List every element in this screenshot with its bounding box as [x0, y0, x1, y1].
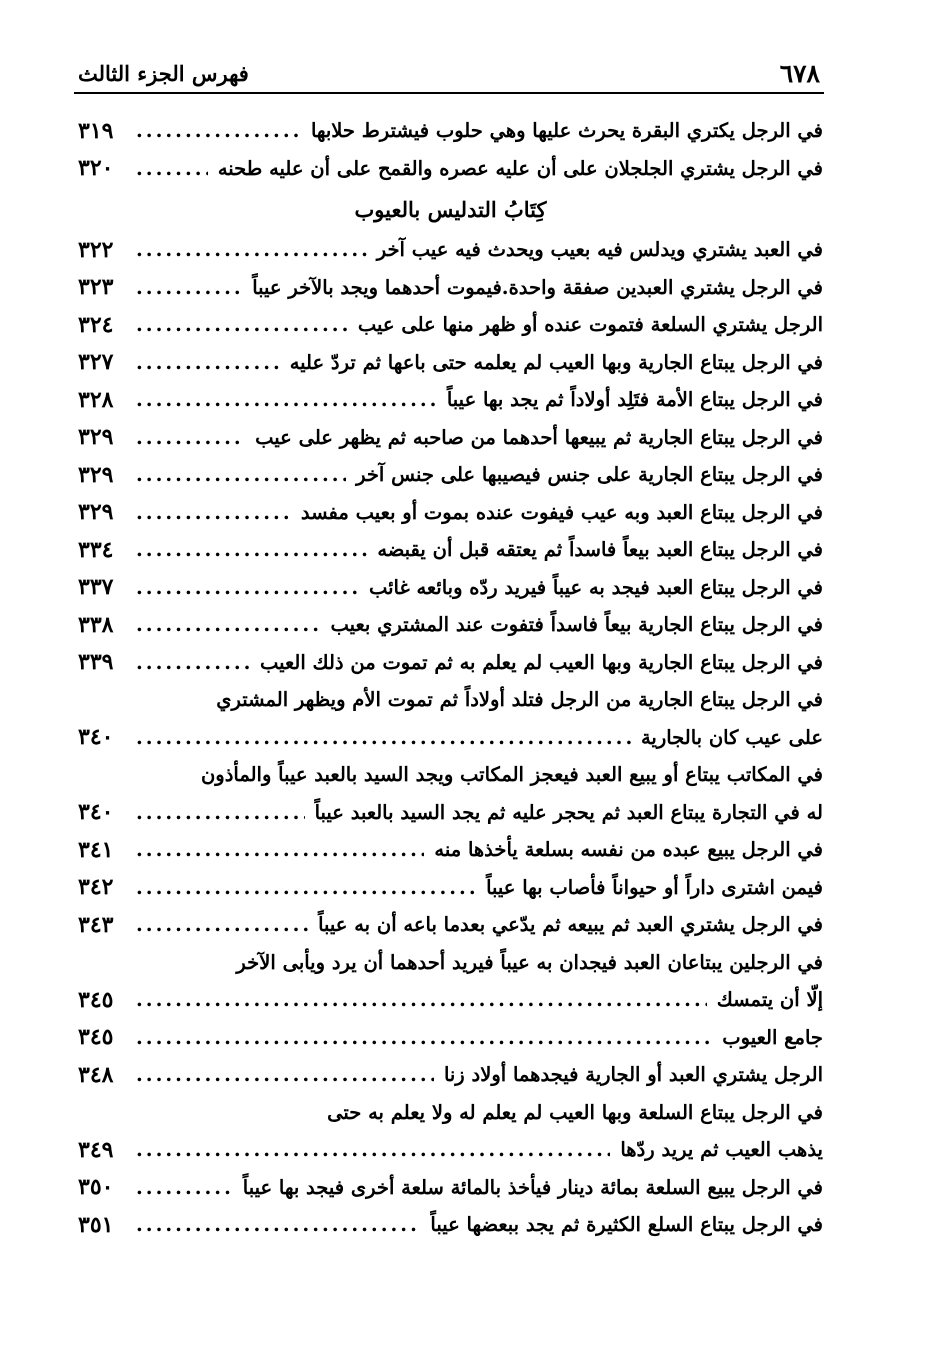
toc-entry-text: في المكاتب يبتاع أو يبيع العبد فيعجز المكاتب ويجد السيد بالعبد عيباً والمأذون: [200, 763, 823, 787]
toc-entry-text: في الرجل يبتاع الجارية من الرجل فتلد أولاداً ثم تموت الأم ويظهر المشتري: [216, 688, 823, 712]
leader-dots: [136, 501, 291, 524]
toc-page-number: ٣٣٩: [78, 649, 114, 676]
toc-page-number: ٣١٩: [78, 117, 114, 144]
toc-entry-text: في الرجل يبتاع الجارية ثم يبيعها أحدهما من صاحبه ثم يظهر على عيب: [255, 425, 823, 449]
toc-entry[interactable]: [78, 1206, 823, 1244]
leader-dots: [136, 1138, 610, 1161]
toc-entry-text: في الرجل يبتاع السلع الكثيرة ثم يجد ببعضها عيباً: [430, 1213, 823, 1237]
leader-dots: [136, 238, 367, 261]
toc-entry-text: في الرجل يبتاع الجارية على جنس فيصيبها على جنس آخر: [356, 463, 823, 487]
toc-entry[interactable]: [78, 869, 823, 907]
toc-page-number: ٣٥١: [78, 1211, 114, 1238]
toc-entry[interactable]: [78, 1056, 823, 1094]
toc-entry[interactable]: [78, 531, 823, 569]
toc-entry-last-line[interactable]: [78, 981, 823, 1019]
toc-page-number: ٣٤٣: [78, 911, 114, 938]
toc-entry-text: في الرجل يبيع السلعة بمائة دينار فيأخذ بالمائة سلعة أخرى فيجد بها عيباً: [242, 1175, 823, 1199]
toc-page-number: ٣٣٨: [78, 611, 114, 638]
running-title: فهرس الجزء الثالث: [78, 60, 249, 86]
leader-dots: [136, 1063, 434, 1086]
toc-page-number: ٣٤٩: [78, 1136, 114, 1163]
toc-page-number: ٣٣٧: [78, 574, 114, 601]
leader-dots: [136, 426, 245, 449]
toc-entry[interactable]: [78, 569, 823, 607]
page-header: [78, 56, 820, 90]
toc-page-number: ٣٤١: [78, 836, 114, 863]
toc-page-number: ٣٤٠: [78, 799, 114, 826]
toc-page-number: ٣٤٥: [78, 986, 114, 1013]
leader-dots: [136, 388, 437, 411]
toc-entry-text: في الرجل يبتاع الأمة فتَلِد أولاداً ثم يجد بها عيباً: [446, 388, 823, 412]
toc-entry[interactable]: [78, 381, 823, 419]
toc-page-number: ٣٤٨: [78, 1061, 114, 1088]
toc-page-number: ٣٢٧: [78, 349, 114, 376]
toc-entry[interactable]: [78, 231, 823, 269]
toc-entry-text: جامع العيوب: [722, 1025, 823, 1049]
toc-page-number: ٣٢٤: [78, 311, 114, 338]
toc-page-number: ٣٢٣: [78, 274, 114, 301]
toc-entry[interactable]: [78, 906, 823, 944]
toc-entry[interactable]: [78, 494, 823, 532]
toc-entry[interactable]: [78, 831, 823, 869]
toc-entry[interactable]: [78, 150, 823, 188]
toc-entry[interactable]: [78, 606, 823, 644]
leader-dots: [136, 119, 301, 142]
table-of-contents: [78, 112, 823, 1244]
toc-entry[interactable]: [78, 344, 823, 382]
toc-entry-text: في الرجل يبيع عبده من نفسه بسلعة يأخذها منه: [434, 838, 823, 862]
toc-entry[interactable]: [78, 419, 823, 457]
leader-dots: [136, 351, 280, 374]
toc-page-number: ٣٤٥: [78, 1024, 114, 1051]
toc-page-number: ٣٢٠: [78, 155, 114, 182]
toc-entry-text: في الرجل يبتاع العبد بيعاً فاسداً ثم يعتقه قبل أن يقبضه: [377, 538, 823, 562]
leader-dots: [136, 538, 367, 561]
page-number: ٦٧٨: [779, 58, 820, 88]
leader-dots: [136, 876, 476, 899]
toc-entry-text: في الرجلين يبتاعان العبد فيجدان به عيباً فيريد أحدهما أن يرد ويأبى الآخر: [236, 950, 823, 974]
toc-entry-text: على عيب كان بالجارية: [640, 725, 823, 749]
toc-entry-text: في العبد يشتري ويدلس فيه بعيب ويحدث فيه عيب آخر: [376, 238, 823, 262]
toc-entry-text: إلّا أن يتمسك: [716, 988, 823, 1012]
toc-page-number: ٣٥٠: [78, 1174, 114, 1201]
toc-entry-first-line[interactable]: [78, 756, 823, 794]
leader-dots: [136, 276, 242, 299]
toc-entry-text: الرجل يشتري العبد أو الجارية فيجدهما أولاد زنا: [443, 1063, 823, 1087]
toc-entry-text: في الرجل يبتاع الجارية وبها العيب لم يعلمه حتى باعها ثم تردّ عليه: [289, 350, 823, 374]
leader-dots: [136, 1176, 233, 1199]
toc-page-number: ٣٢٩: [78, 424, 114, 451]
toc-page-number: ٣٢٩: [78, 461, 114, 488]
toc-page-number: ٣٤٢: [78, 874, 114, 901]
toc-entry-text: في الرجل يبتاع السلعة وبها العيب لم يعلم له ولا يعلم به حتى: [327, 1100, 823, 1124]
leader-dots: [136, 576, 359, 599]
leader-dots: [136, 463, 346, 486]
toc-page-number: ٣٤٠: [78, 724, 114, 751]
leader-dots: [136, 801, 305, 824]
toc-entry[interactable]: [78, 456, 823, 494]
toc-entry[interactable]: [78, 1169, 823, 1207]
toc-entry-first-line[interactable]: [78, 944, 823, 982]
toc-entry-text: فيمن اشترى داراً أو حيواناً فأصاب بها عيباً: [486, 875, 823, 899]
toc-entry-text: في الرجل يكتري البقرة يحرث عليها وهي حلوب فيشترط حلابها: [310, 119, 823, 143]
toc-entry-last-line[interactable]: [78, 1131, 823, 1169]
toc-entry[interactable]: [78, 112, 823, 150]
toc-entry-first-line[interactable]: [78, 681, 823, 719]
toc-entry-text: في الرجل يبتاع العبد فيجد به عيباً فيريد ردّه وبائعه غائب: [368, 575, 823, 599]
leader-dots: [136, 313, 348, 336]
toc-entry-text: في الرجل يشتري الجلجلان على أن عليه عصره والقمح على أن عليه طحنه: [217, 156, 823, 180]
toc-entry[interactable]: [78, 269, 823, 307]
section-heading-text: كِتَابُ التدليس بالعيوب: [354, 196, 547, 222]
toc-entry[interactable]: [78, 1019, 823, 1057]
toc-page-number: ٣٣٤: [78, 536, 114, 563]
toc-page-number: ٣٢٨: [78, 386, 114, 413]
toc-entry-text: الرجل يشتري السلعة فتموت عنده أو ظهر منها على عيب: [357, 313, 823, 337]
toc-page-number: ٣٢٩: [78, 499, 114, 526]
toc-entry[interactable]: [78, 306, 823, 344]
toc-entry-text: في الرجل يشتري العبدين صفقة واحدة.فيموت أحدهما ويجد بالآخر عيباً: [252, 275, 823, 299]
section-heading: [78, 187, 823, 231]
toc-entry-text: في الرجل يشتري العبد ثم يبيعه ثم يدّعي بعدما باعه أن به عيباً: [318, 913, 823, 937]
leader-dots: [136, 988, 707, 1011]
toc-entry-text: في الرجل يبتاع الجارية وبها العيب لم يعلم به ثم تموت من ذلك العيب: [259, 650, 823, 674]
leader-dots: [136, 1026, 712, 1049]
header-rule: [74, 92, 824, 94]
leader-dots: [136, 838, 424, 861]
toc-page-number: ٣٢٢: [78, 236, 114, 263]
leader-dots: [136, 157, 208, 180]
toc-entry-text: في الرجل يبتاع العبد وبه عيب فيفوت عنده بموت أو بعيب مفسد: [300, 500, 823, 524]
toc-entry-text: له في التجارة يبتاع العبد ثم يحجر عليه ثم يجد السيد بالعبد عيباً: [314, 800, 823, 824]
leader-dots: [136, 613, 320, 636]
toc-entry[interactable]: [78, 644, 823, 682]
toc-entry-first-line[interactable]: [78, 1094, 823, 1132]
toc-entry-text: يذهب العيب ثم يريد ردّها: [620, 1138, 823, 1162]
leader-dots: [136, 1213, 420, 1236]
leader-dots: [136, 913, 308, 936]
toc-entry-text: في الرجل يبتاع الجارية بيعاً فاسداً فتفوت عند المشتري بعيب: [330, 613, 823, 637]
leader-dots: [136, 726, 631, 749]
toc-entry-last-line[interactable]: [78, 794, 823, 832]
leader-dots: [136, 651, 250, 674]
toc-entry-last-line[interactable]: [78, 719, 823, 757]
